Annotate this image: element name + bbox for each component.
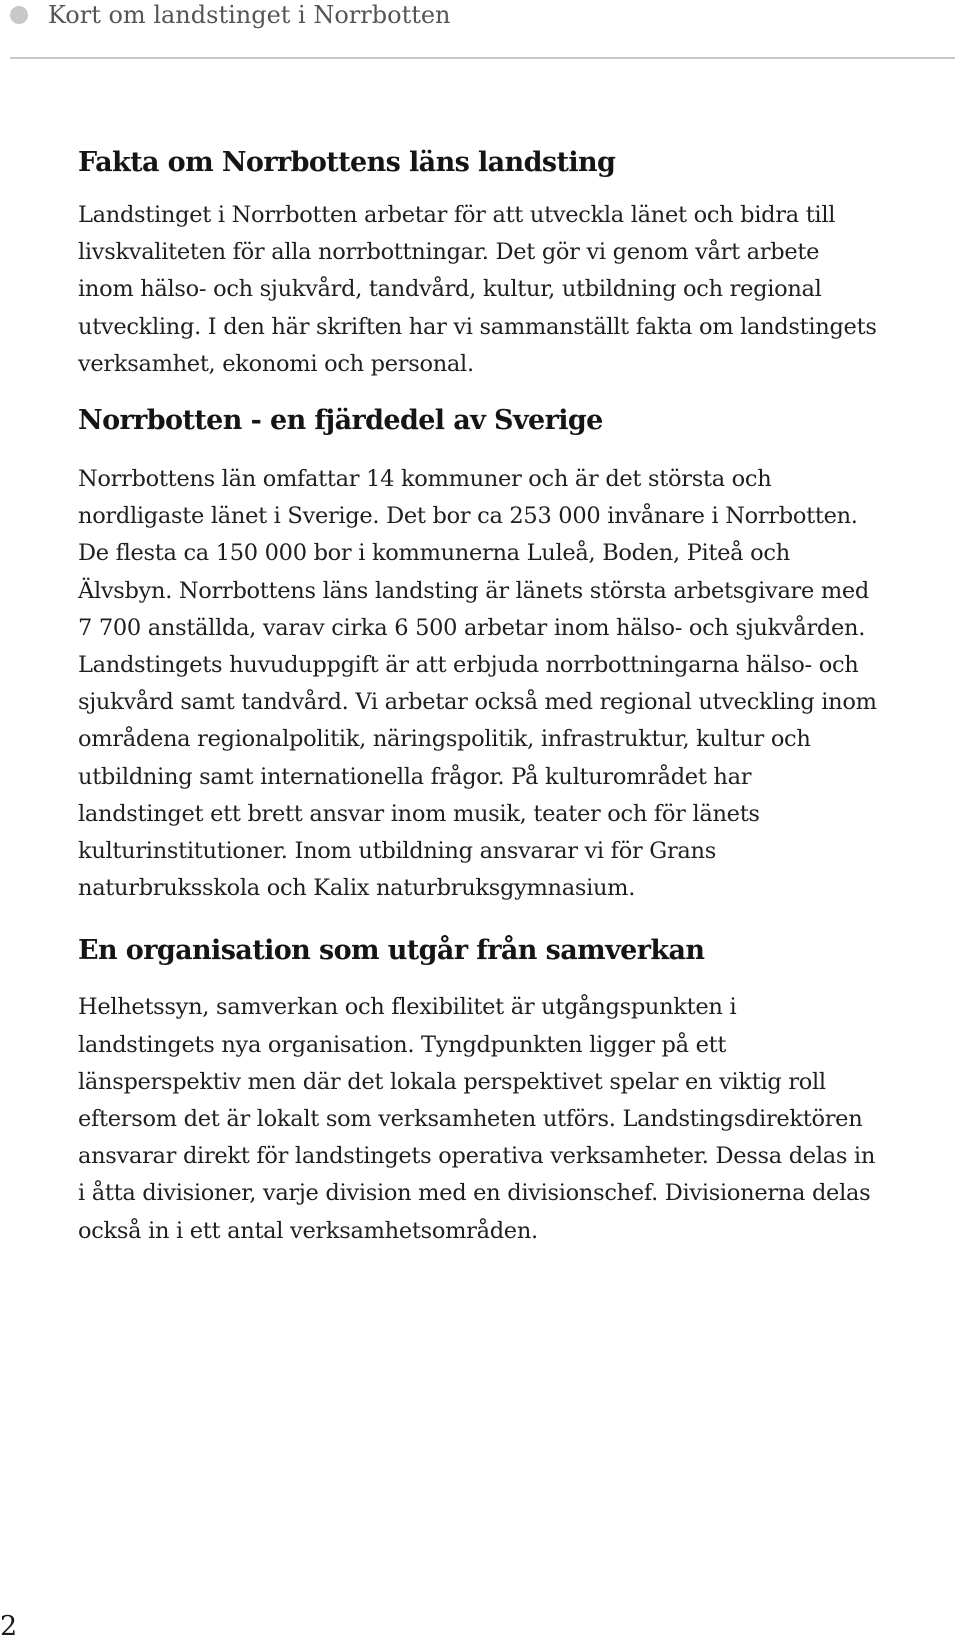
main-content — [78, 145, 878, 1250]
section-heading-organisation: En organisation som utgår från samverkan — [78, 935, 705, 967]
header-divider — [10, 57, 955, 59]
section-body-norrbotten: Norrbottens län omfattar 14 kommuner och är det största och nordligaste länet i Sverige. Det bor ca 253 000 invånare i Norrbotten. De flesta ca 150 000 bor i kommunerna Luleå, Boden, Piteå och Älvsbyn. Norrbottens läns landsting är länets största arbetsgivare med 7 700 anställda, varav cirka 6 500 arbetar inom hälso- och sjukvården. Landstingets huvuduppgift är att erbjuda norrbottningarna hälso- och sjukvård samt tandvård. Vi arbetar också med regional utveckling inom områdena regionalpolitik, näringspolitik, infrastruktur, kultur och utbildning samt internationella frågor. På kulturområdet har landstinget ett brett ansvar inom musik, teater och för länets kulturinstitutioner. Inom utbildning ansvarar vi för Grans naturbruksskola och Kalix naturbruksgymnasium. — [78, 466, 877, 902]
section-heading-fakta: Fakta om Norrbottens läns landsting — [78, 147, 616, 178]
section-body-fakta: Landstinget i Norrbotten arbetar för att utveckla länet och bidra till livskvaliteten för alla norrbottningar. Det gör vi genom vårt arbete inom hälso- och sjukvård, tandvård, kultur, utbildning och regional utveckling. I den här skriften har vi sammanställt fakta om landstingets verksamhet, ekonomi och personal. — [78, 202, 877, 377]
section-heading-norrbotten: Norrbotten - en fjärdedel av Sverige — [78, 405, 603, 437]
page-number: 2 — [0, 1611, 18, 1642]
header-title: Kort om landstinget i Norrbotten — [48, 1, 451, 29]
circle-bullet-icon — [10, 6, 28, 24]
page-header — [0, 0, 960, 60]
section-body-organisation: Helhetssyn, samverkan och flexibilitet är utgångspunkten i landstingets nya organisation. Tyngdpunkten ligger på ett länsperspektiv men där det lokala perspektivet spelar en viktig roll eftersom det är lokalt som verksamheten utförs. Landstingsdirektören ansvarar direkt för landstingets operativa verksamheter. Dessa delas in i åtta divisioner, varje division med en divisionschef. Divisionerna delas också in i ett antal verksamhetsområden. — [78, 994, 876, 1244]
